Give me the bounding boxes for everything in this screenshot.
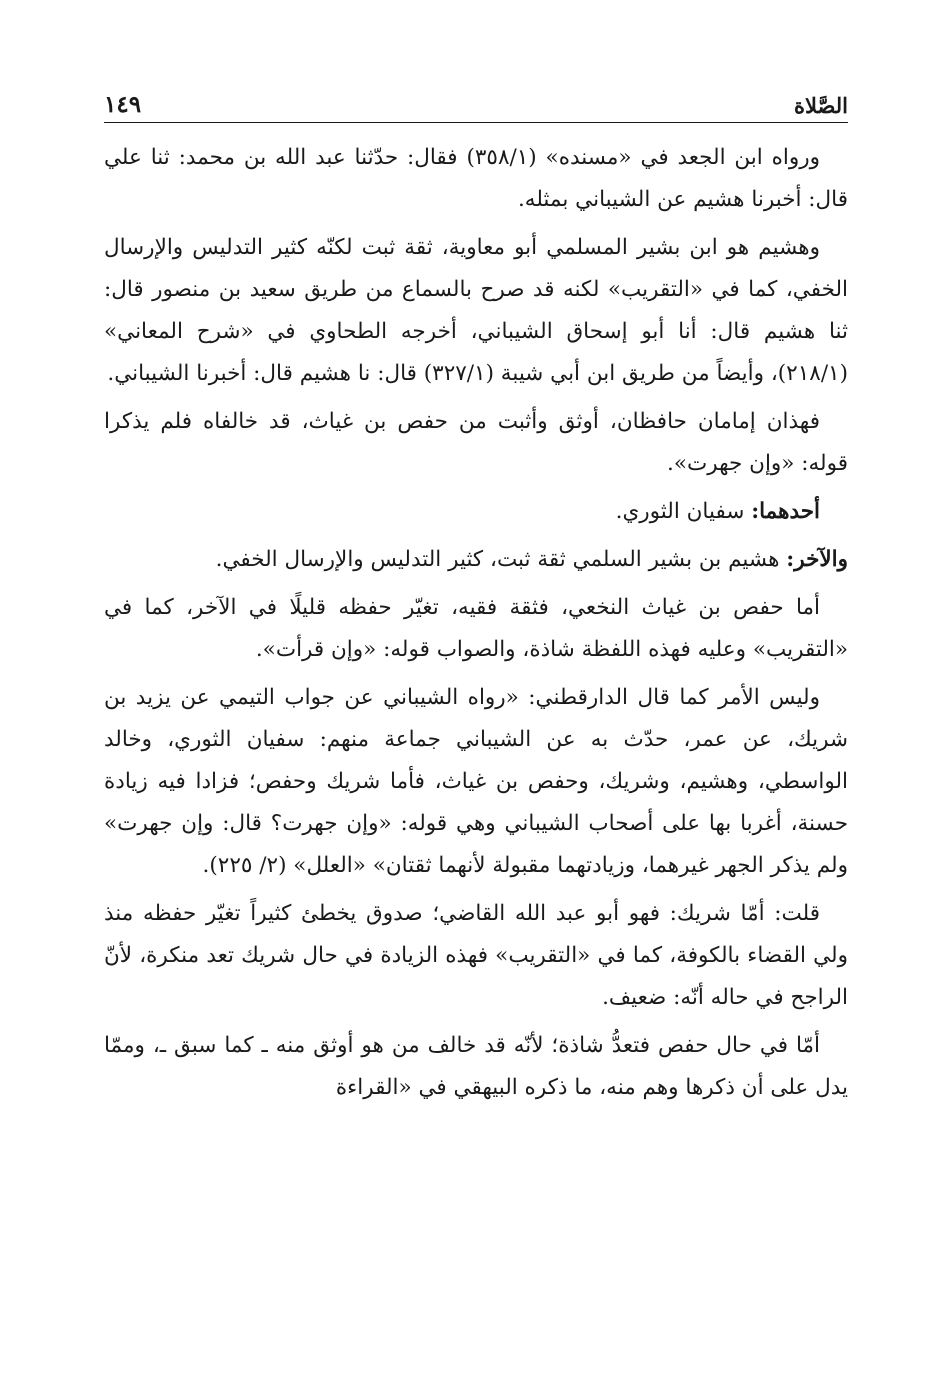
paragraph-4 bbox=[104, 491, 848, 533]
paragraph-9: أمّا في حال حفص فتعدُّ شاذة؛ لأنّه قد خالف من هو أوثق منه ـ كما سبق ـ، وممّا يدل على أن ذكرها وهم منه، ما ذكره البيهقي في «القراءة bbox=[104, 1033, 848, 1100]
paragraph-2: وهشيم هو ابن بشير المسلمي أبو معاوية، ثقة ثبت لكنّه كثير التدليس والإرسال الخفي، كما في «التقريب» لكنه قد صرح بالسماع من طريق سعيد بن منصور قال: ثنا هشيم قال: أنا أبو إسحاق الشيباني، أخرجه الطحاوي في «شرح المعاني» (٢١٨/١)، وأيضاً من طريق ابن أبي شيبة (٣٢٧/١) قال: نا هشيم قال: أخبرنا الشيباني. bbox=[104, 235, 848, 386]
paragraph-1: ورواه ابن الجعد في «مسنده» (٣٥٨/١) فقال: حدّثنا عبد الله بن محمد: ثنا علي قال: أخبرنا هشيم عن الشيباني بمثله. bbox=[104, 145, 848, 212]
paragraph-8: قلت: أمّا شريك: فهو أبو عبد الله القاضي؛ صدوق يخطئ كثيراً تغيّر حفظه منذ ولي القضاء بالكوفة، كما في «التقريب» فهذه الزيادة في حال شريك تعد منكرة، لأنّ الراجح في حاله أنّه: ضعيف. bbox=[104, 901, 848, 1010]
page-body bbox=[104, 137, 848, 1109]
paragraph-5-text: هشيم بن بشير السلمي ثقة ثبت، كثير التدليس والإرسال الخفي. bbox=[215, 547, 787, 572]
paragraph-7: وليس الأمر كما قال الدارقطني: «رواه الشيباني عن جواب التيمي عن يزيد بن شريك، عن عمر، حدّث به عن الشيباني جماعة منهم: سفيان الثوري، وخالد الواسطي، وهشيم، وشريك، وحفص بن غياث، فأما شريك وحفص؛ فزادا فيه زيادة حسنة، أغربا بها على أصحاب الشيباني وهي قوله: «وإن جهرت؟ قال: وإن جهرت» ولم يذكر الجهر غيرهما، وزيادتهما مقبولة لأنهما ثقتان» «العلل» (٢/ ٢٢٥). bbox=[104, 685, 848, 878]
paragraph-5 bbox=[104, 539, 848, 581]
paragraph-6: أما حفص بن غياث النخعي، فثقة فقيه، تغيّر حفظه قليلًا في الآخر، كما في «التقريب» وعليه فهذه اللفظة شاذة، والصواب قوله: «وإن قرأت». bbox=[104, 595, 848, 662]
paragraph-4-lead: أحدهما: bbox=[751, 499, 820, 524]
chapter-title: الصَّلاة bbox=[794, 93, 848, 118]
page-number: ١٤٩ bbox=[104, 91, 142, 118]
paragraph-4-text: سفيان الثوري. bbox=[615, 499, 752, 524]
page-header bbox=[104, 78, 848, 123]
paragraph-5-lead: والآخر: bbox=[786, 547, 848, 572]
paragraph-3: فهذان إمامان حافظان، أوثق وأثبت من حفص بن غياث، قد خالفاه فلم يذكرا قوله: «وإن جهرت». bbox=[104, 409, 848, 476]
book-page bbox=[104, 78, 848, 1115]
